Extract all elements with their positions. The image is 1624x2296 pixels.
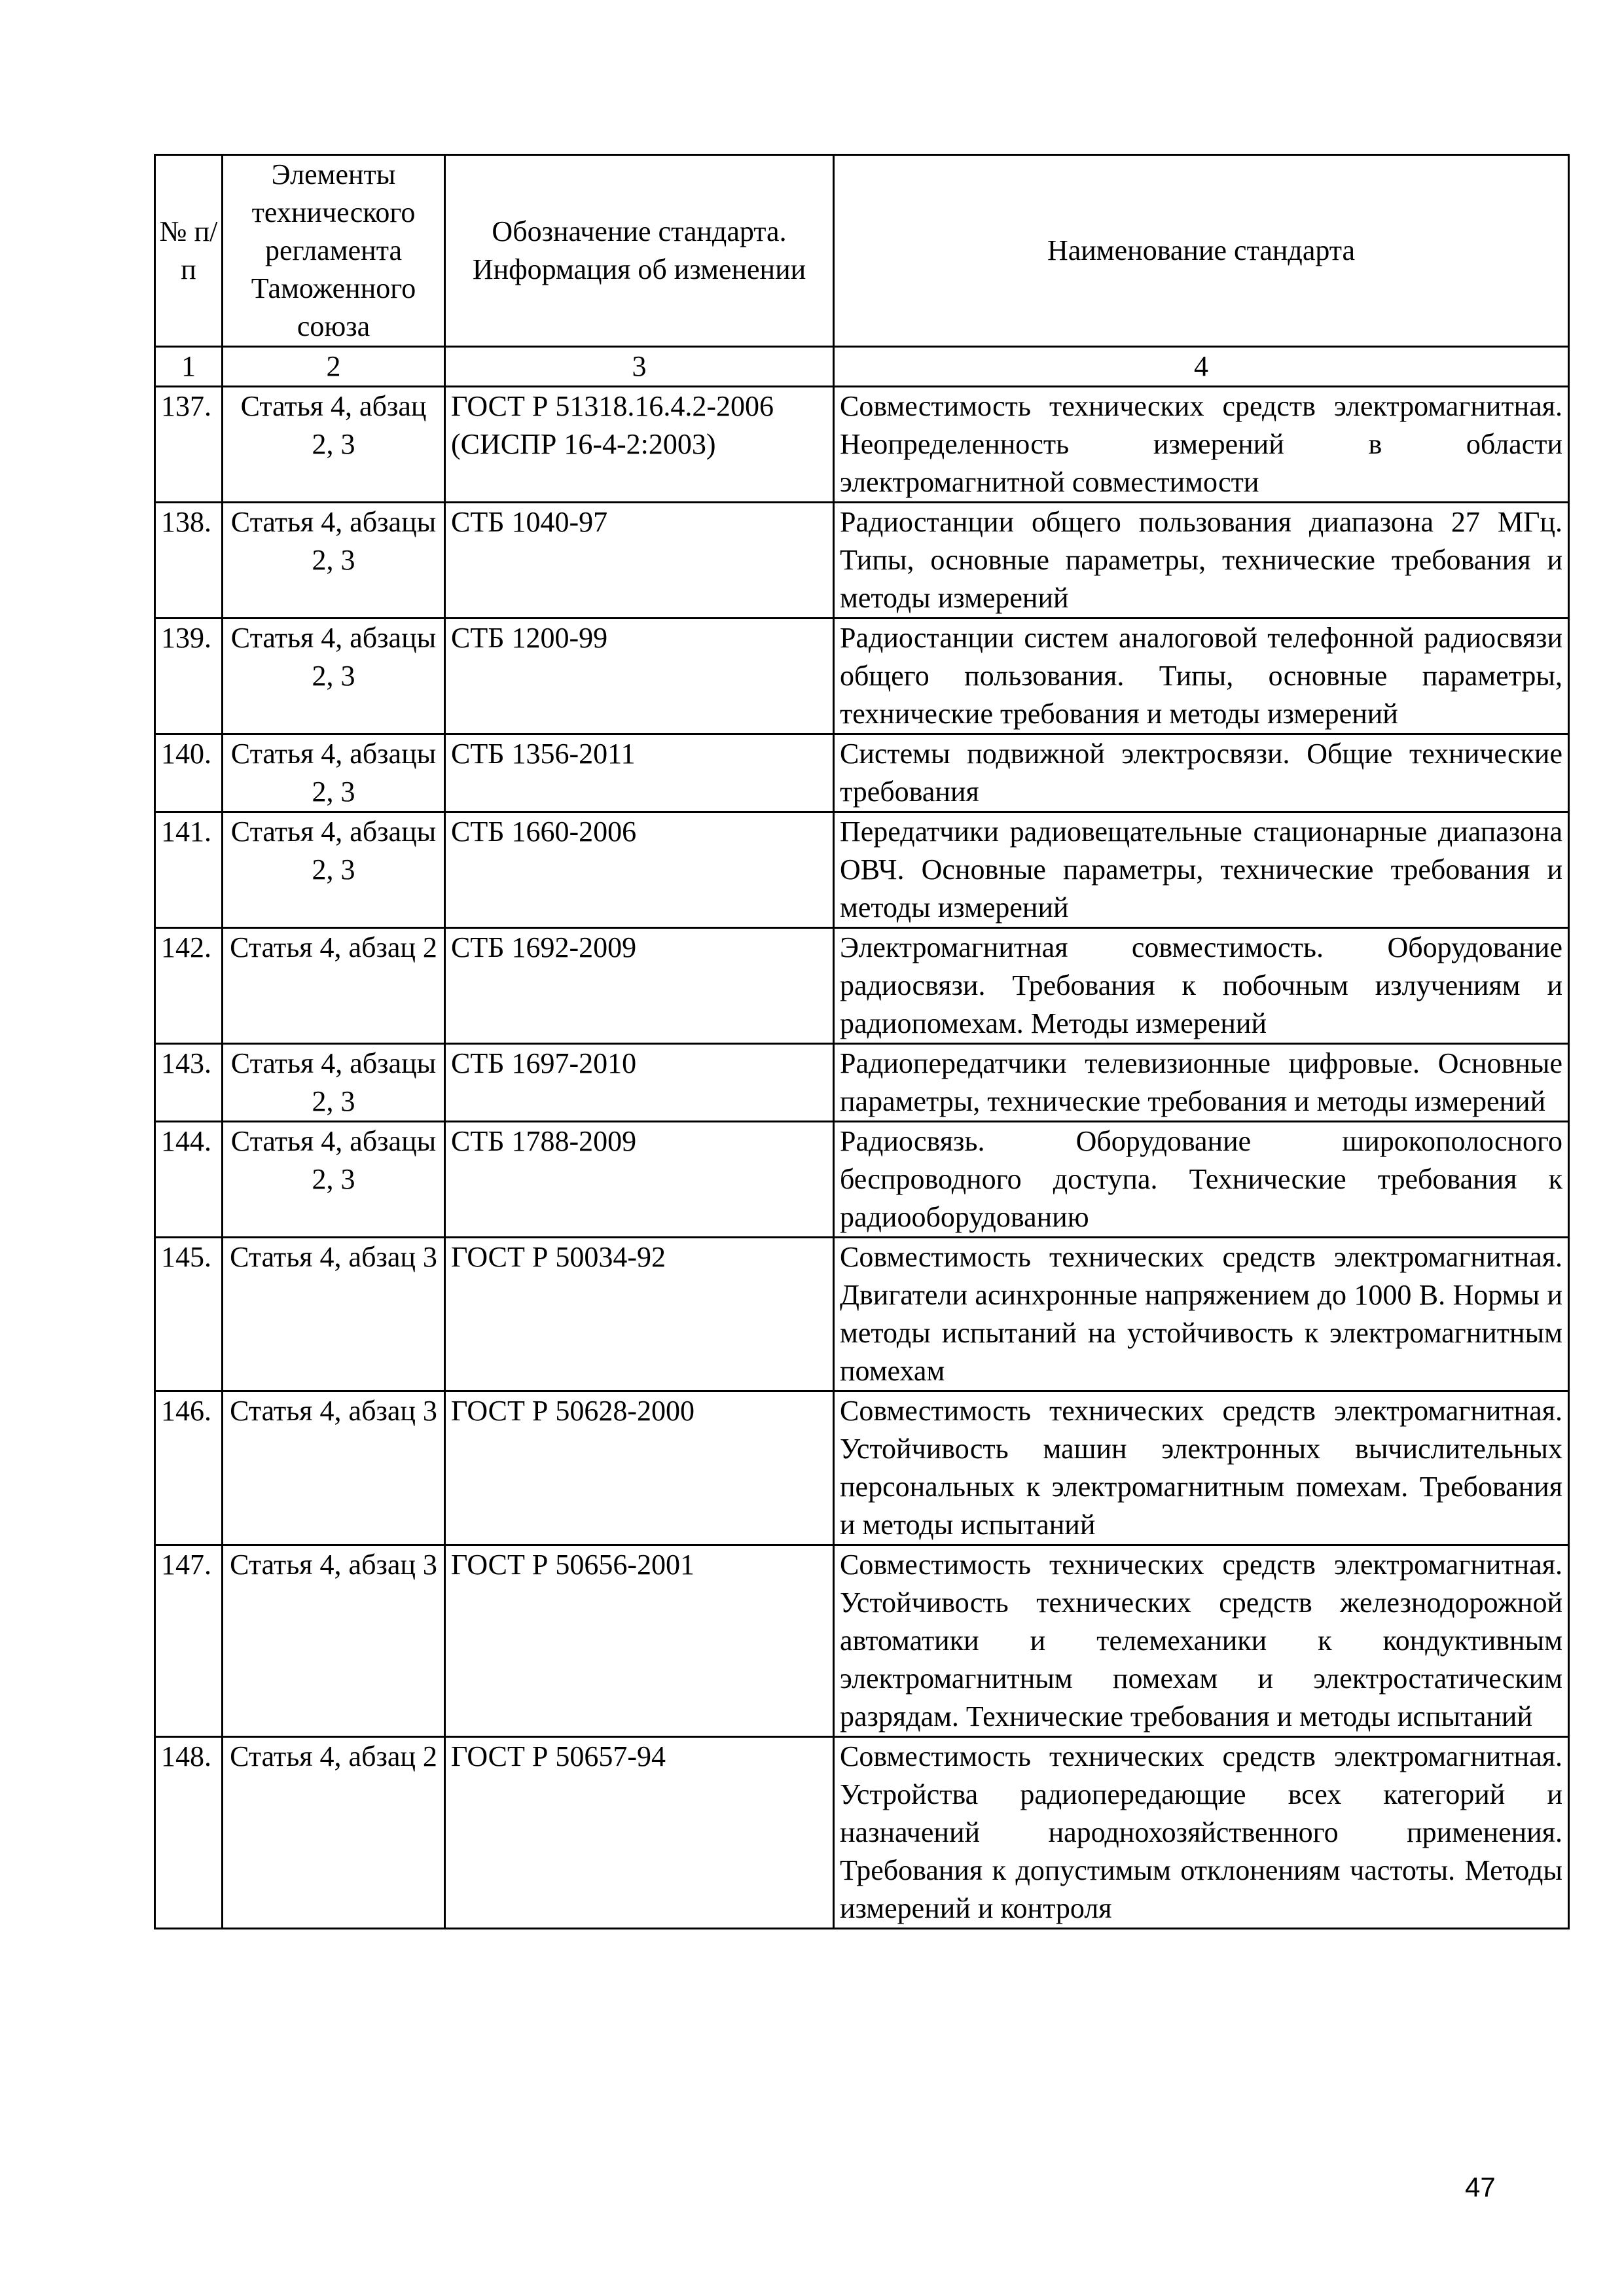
standard-designation: СТБ 1697-2010 xyxy=(445,1044,834,1122)
regulation-element: Статья 4, абзац 3 xyxy=(223,1545,445,1737)
table-row xyxy=(155,1737,1569,1929)
row-number: 138. xyxy=(155,503,223,619)
table-row xyxy=(155,1122,1569,1238)
row-number: 140. xyxy=(155,734,223,812)
table-row xyxy=(155,734,1569,812)
table-row xyxy=(155,1545,1569,1737)
standards-table xyxy=(154,154,1570,1929)
regulation-element: Статья 4, абзацы 2, 3 xyxy=(223,812,445,928)
regulation-element: Статья 4, абзацы 2, 3 xyxy=(223,734,445,812)
table-row xyxy=(155,812,1569,928)
standard-name: Совместимость технических средств электромагнитная. Устройства радиопередающие всех категорий и назначений народнохозяйственного применения. Требования к допустимым отклонениям частоты. Методы измерений и контроля xyxy=(834,1737,1569,1929)
row-number: 148. xyxy=(155,1737,223,1929)
regulation-element: Статья 4, абзац 3 xyxy=(223,1238,445,1391)
column-number: 1 xyxy=(155,347,223,387)
standard-designation: СТБ 1040-97 xyxy=(445,503,834,619)
standard-name: Совместимость технических средств электромагнитная. Двигатели асинхронные напряжением до 1000 В. Нормы и методы испытаний на устойчивость к электромагнитным помехам xyxy=(834,1238,1569,1391)
row-number: 145. xyxy=(155,1238,223,1391)
standard-name: Совместимость технических средств электромагнитная. Неопределенность измерений в области электромагнитной совместимости xyxy=(834,387,1569,503)
header-number: № п/п xyxy=(155,155,223,347)
column-number: 4 xyxy=(834,347,1569,387)
column-number: 3 xyxy=(445,347,834,387)
regulation-element: Статья 4, абзац 3 xyxy=(223,1391,445,1545)
table-row xyxy=(155,619,1569,734)
header-standard-name: Наименование стандарта xyxy=(834,155,1569,347)
header-standard-designation: Обозначение стандарта. Информация об изменении xyxy=(445,155,834,347)
standard-designation: ГОСТ Р 50628-2000 xyxy=(445,1391,834,1545)
standard-designation: ГОСТ Р 51318.16.4.2-2006 (СИСПР 16-4-2:2003) xyxy=(445,387,834,503)
regulation-element: Статья 4, абзацы 2, 3 xyxy=(223,1044,445,1122)
regulation-element: Статья 4, абзац 2 xyxy=(223,928,445,1044)
row-number: 146. xyxy=(155,1391,223,1545)
standard-designation: СТБ 1200-99 xyxy=(445,619,834,734)
standard-designation: СТБ 1356-2011 xyxy=(445,734,834,812)
standard-name: Передатчики радиовещательные стационарные диапазона ОВЧ. Основные параметры, технические требования и методы измерений xyxy=(834,812,1569,928)
row-number: 141. xyxy=(155,812,223,928)
standard-name: Радиопередатчики телевизионные цифровые. Основные параметры, технические требования и методы измерений xyxy=(834,1044,1569,1122)
table-header-row xyxy=(155,155,1569,347)
standard-designation: ГОСТ Р 50034-92 xyxy=(445,1238,834,1391)
table-row xyxy=(155,1391,1569,1545)
row-number: 143. xyxy=(155,1044,223,1122)
header-regulation-elements: Элементы технического регламента Таможенного союза xyxy=(223,155,445,347)
row-number: 144. xyxy=(155,1122,223,1238)
regulation-element: Статья 4, абзацы 2, 3 xyxy=(223,619,445,734)
standard-designation: СТБ 1788-2009 xyxy=(445,1122,834,1238)
row-number: 137. xyxy=(155,387,223,503)
row-number: 147. xyxy=(155,1545,223,1737)
standard-designation: СТБ 1660-2006 xyxy=(445,812,834,928)
standard-name: Радиосвязь. Оборудование широкополосного беспроводного доступа. Технические требования к радиооборудованию xyxy=(834,1122,1569,1238)
page-number: 47 xyxy=(1465,2172,1496,2202)
table-row xyxy=(155,1238,1569,1391)
column-number-row xyxy=(155,347,1569,387)
row-number: 139. xyxy=(155,619,223,734)
standard-designation: ГОСТ Р 50656-2001 xyxy=(445,1545,834,1737)
standard-designation: СТБ 1692-2009 xyxy=(445,928,834,1044)
standard-name: Совместимость технических средств электромагнитная. Устойчивость машин электронных вычислительных персональных к электромагнитным помехам. Требования и методы испытаний xyxy=(834,1391,1569,1545)
table-row xyxy=(155,1044,1569,1122)
standard-name: Системы подвижной электросвязи. Общие технические требования xyxy=(834,734,1569,812)
regulation-element: Статья 4, абзацы 2, 3 xyxy=(223,503,445,619)
table-row xyxy=(155,928,1569,1044)
standard-name: Совместимость технических средств электромагнитная. Устойчивость технических средств железнодорожной автоматики и телемеханики к кондуктивным электромагнитным помехам и электростатическим разрядам. Технические требования и методы испытаний xyxy=(834,1545,1569,1737)
column-number: 2 xyxy=(223,347,445,387)
regulation-element: Статья 4, абзацы 2, 3 xyxy=(223,1122,445,1238)
standard-name: Электромагнитная совместимость. Оборудование радиосвязи. Требования к побочным излучениям и радиопомехам. Методы измерений xyxy=(834,928,1569,1044)
row-number: 142. xyxy=(155,928,223,1044)
regulation-element: Статья 4, абзац 2, 3 xyxy=(223,387,445,503)
standard-name: Радиостанции общего пользования диапазона 27 МГц. Типы, основные параметры, технические требования и методы измерений xyxy=(834,503,1569,619)
standard-designation: ГОСТ Р 50657-94 xyxy=(445,1737,834,1929)
table-row xyxy=(155,503,1569,619)
regulation-element: Статья 4, абзац 2 xyxy=(223,1737,445,1929)
standard-name: Радиостанции систем аналоговой телефонной радиосвязи общего пользования. Типы, основные параметры, технические требования и методы измерений xyxy=(834,619,1569,734)
table-row xyxy=(155,387,1569,503)
